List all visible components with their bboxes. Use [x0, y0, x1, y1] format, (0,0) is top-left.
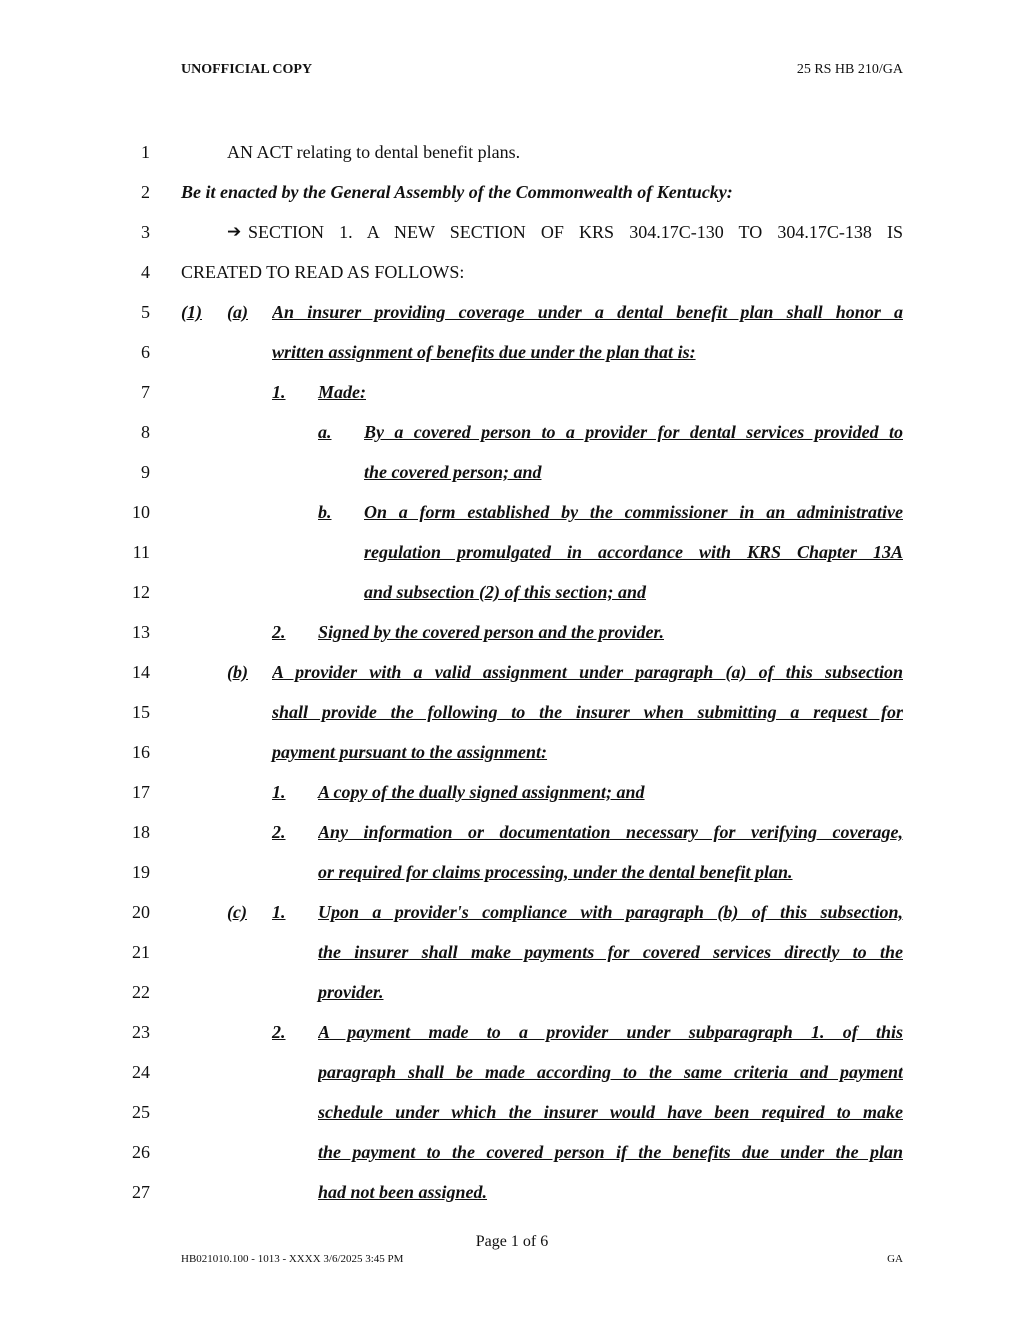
subparagraph-label: 2.: [272, 622, 286, 642]
subparagraph-label: 1.: [272, 782, 286, 802]
header-left: UNOFFICIAL COPY: [181, 62, 313, 77]
bill-line: [0, 579, 1024, 619]
line-number: 18: [132, 822, 150, 842]
line-text: and subsection (2) of this section; and: [364, 582, 647, 602]
line-number: 3: [141, 222, 150, 242]
line-number: 27: [132, 1182, 150, 1202]
bill-line: [0, 939, 1024, 979]
line-text: Signed by the covered person and the provider.: [318, 622, 664, 642]
line-number: 19: [132, 862, 150, 882]
line-text: the payment to the covered person if the benefits due under the plan: [318, 1142, 903, 1162]
line-number: 8: [141, 422, 150, 442]
line-number: 9: [141, 462, 150, 482]
line-text: had not been assigned.: [318, 1182, 488, 1202]
bill-line: [0, 299, 1024, 339]
paragraph-label: (a): [227, 302, 248, 322]
bill-line: [0, 1139, 1024, 1179]
section-heading: SECTION 1. A NEW SECTION OF KRS 304.17C-130 TO 304.17C-138 IS: [248, 222, 903, 242]
bill-line: [0, 1019, 1024, 1059]
bill-line: [0, 819, 1024, 859]
line-number: 7: [141, 382, 150, 402]
line-text: An insurer providing coverage under a dental benefit plan shall honor a: [272, 302, 903, 322]
bill-line: [0, 219, 1024, 259]
line-number: 16: [132, 742, 150, 762]
line-number: 14: [132, 662, 150, 682]
enacting-clause: Be it enacted by the General Assembly of the Commonwealth of Kentucky:: [181, 182, 733, 202]
line-text: the insurer shall make payments for covered services directly to the: [318, 942, 903, 962]
line-text: Made:: [318, 382, 366, 402]
bill-line: [0, 259, 1024, 299]
bill-line: [0, 419, 1024, 459]
line-number: 12: [132, 582, 150, 602]
bill-line: [0, 539, 1024, 579]
bill-line: [0, 659, 1024, 699]
subsection-label: (1): [181, 302, 202, 322]
line-number: 15: [132, 702, 150, 722]
line-text: written assignment of benefits due under the plan that is:: [272, 342, 696, 362]
bill-line: [0, 1179, 1024, 1219]
line-text: the covered person; and: [364, 462, 542, 482]
line-text: A payment made to a provider under subparagraph 1. of this: [318, 1022, 903, 1042]
subparagraph-label: 1.: [272, 902, 286, 922]
line-text: payment pursuant to the assignment:: [272, 742, 548, 762]
line-number: 4: [141, 262, 150, 282]
subparagraph-label: 2.: [272, 1022, 286, 1042]
bill-line: [0, 619, 1024, 659]
line-text: Any information or documentation necessary for verifying coverage,: [318, 822, 903, 842]
line-number: 13: [132, 622, 150, 642]
line-number: 21: [132, 942, 150, 962]
line-number: 5: [141, 302, 150, 322]
arrow-icon: ➔: [227, 222, 242, 242]
line-text: AN ACT relating to dental benefit plans.: [227, 142, 521, 162]
bill-line: [0, 1099, 1024, 1139]
line-number: 23: [132, 1022, 150, 1042]
line-number: 20: [132, 902, 150, 922]
line-text: provider.: [318, 982, 384, 1002]
line-text: A provider with a valid assignment under paragraph (a) of this subsection: [272, 662, 903, 682]
bill-line: [0, 379, 1024, 419]
line-text: schedule under which the insurer would have been required to make: [318, 1102, 903, 1122]
line-number: 26: [132, 1142, 150, 1162]
bill-line: [0, 859, 1024, 899]
bill-line: [0, 899, 1024, 939]
bill-line: [0, 699, 1024, 739]
clause-label: b.: [318, 502, 332, 522]
line-text: By a covered person to a provider for dental services provided to: [364, 422, 903, 442]
line-number: 2: [141, 182, 150, 202]
line-text: shall provide the following to the insurer when submitting a request for: [272, 702, 903, 722]
bill-line: [0, 459, 1024, 499]
footer-initials: GA: [887, 1253, 903, 1265]
bill-line: [0, 339, 1024, 379]
line-number: 6: [141, 342, 150, 362]
bill-line: [0, 139, 1024, 179]
line-text: regulation promulgated in accordance with KRS Chapter 13A: [364, 542, 903, 562]
line-text: Upon a provider's compliance with paragraph (b) of this subsection,: [318, 902, 903, 922]
header-right: 25 RS HB 210/GA: [796, 62, 903, 77]
bill-line: [0, 499, 1024, 539]
bill-line: [0, 1059, 1024, 1099]
bill-line: [0, 779, 1024, 819]
line-number: 10: [132, 502, 150, 522]
line-text: On a form established by the commissioner in an administrative: [364, 502, 903, 522]
line-text: paragraph shall be made according to the same criteria and payment: [318, 1062, 903, 1082]
line-text: or required for claims processing, under the dental benefit plan.: [318, 862, 793, 882]
page-number: Page 1 of 6: [475, 1233, 549, 1250]
footer-document-id: HB021010.100 - 1013 - XXXX 3/6/2025 3:45 PM: [181, 1253, 404, 1265]
bill-line: [0, 739, 1024, 779]
line-number: 1: [141, 142, 150, 162]
line-number: 24: [132, 1062, 150, 1082]
line-number: 22: [132, 982, 150, 1002]
bill-line: [0, 979, 1024, 1019]
clause-label: a.: [318, 422, 332, 442]
line-number: 25: [132, 1102, 150, 1122]
line-number: 11: [132, 542, 150, 562]
section-heading-cont: CREATED TO READ AS FOLLOWS:: [181, 262, 465, 282]
subparagraph-label: 2.: [272, 822, 286, 842]
line-number: 17: [132, 782, 150, 802]
bill-line: [0, 179, 1024, 219]
paragraph-label: (c): [227, 902, 247, 922]
paragraph-label: (b): [227, 662, 248, 682]
line-text: A copy of the dually signed assignment; and: [318, 782, 645, 802]
subparagraph-label: 1.: [272, 382, 286, 402]
